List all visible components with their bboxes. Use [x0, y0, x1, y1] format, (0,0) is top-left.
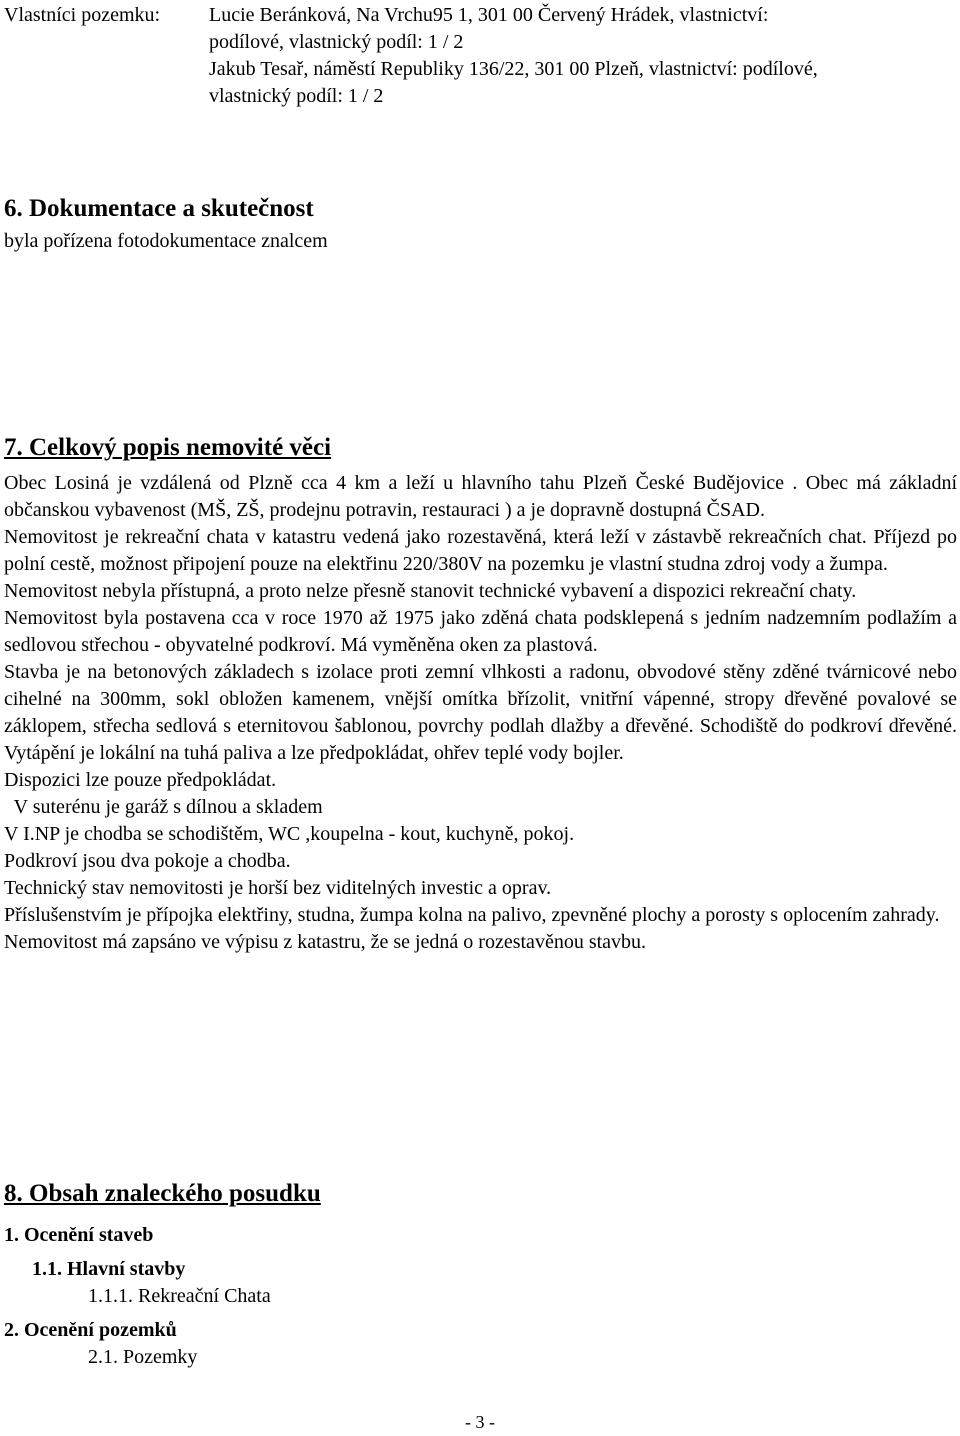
- section-7-title: 7. Celkový popis nemovité věci: [4, 434, 332, 461]
- page-number: - 3 -: [465, 1412, 495, 1432]
- toc-item: 1. Ocenění staveb: [4, 1224, 154, 1246]
- paragraph: Nemovitost je rekreační chata v katastru vedená jako rozestavěná, která leží v zástavbě rekreačních chat. Příjezd po polní cestě, možnost připojení pouze na elektřinu 220/380V na pozemku je vlastní studna zdroj vody a žumpa.: [4, 526, 957, 575]
- toc-item: 2. Ocenění pozemků: [4, 1319, 177, 1341]
- toc-item: 1.1. Hlavní stavby: [32, 1258, 186, 1280]
- section-8: [4, 1178, 957, 1210]
- owners-line: Lucie Beránková, Na Vrchu95 1, 301 00 Červený Hrádek, vlastnictví:: [209, 4, 769, 26]
- paragraph: Nemovitost byla postavena cca v roce 1970 až 1975 jako zděná chata podsklepená s jedním nadzemním podlažím a sedlovou střechou - obyvatelné podkroví. Má vyměněna oken za plastová.: [4, 607, 957, 656]
- paragraph: Technický stav nemovitosti je horší bez viditelných investic a oprav.: [4, 877, 552, 899]
- owners-list: [209, 2, 954, 110]
- section-8-title: 8. Obsah znaleckého posudku: [4, 1180, 321, 1207]
- paragraph: Obec Losiná je vzdálená od Plzně cca 4 km a leží u hlavního tahu Plzeň České Budějovice . Obec má základní občanskou vybavenost (MŠ, ZŠ, prodejnu potravin, restauraci ) a je dopravně dostupná ČSAD.: [4, 472, 957, 521]
- paragraph: Podkroví jsou dva pokoje a chodba.: [4, 850, 291, 872]
- paragraph: Dispozici lze pouze předpokládat.: [4, 769, 277, 791]
- owners-line: Jakub Tesař, náměstí Republiky 136/22, 301 00 Plzeň, vlastnictví: podílové,: [209, 58, 818, 80]
- section-6-text: byla pořízena fotodokumentace znalcem: [4, 230, 328, 252]
- paragraph: Příslušenstvím je přípojka elektřiny, studna, žumpa kolna na palivo, zpevněné plochy a porosty s oplocením zahrady.: [4, 904, 940, 926]
- toc-item: 2.1. Pozemky: [88, 1346, 198, 1368]
- paragraph: Nemovitost má zapsáno ve výpisu z katastru, že se jedná o rozestavěnou stavbu.: [4, 931, 647, 953]
- paragraph: V I.NP je chodba se schodištěm, WC ,koupelna - kout, kuchyně, pokoj.: [4, 823, 575, 845]
- toc-item: 1.1.1. Rekreační Chata: [88, 1285, 271, 1307]
- paragraph: Stavba je na betonových základech s izolace proti zemní vlhkosti a radonu, obvodové stěny zděné tvárnicové nebo cihelné na 300mm, sokl obložen kamenem, vnější omítka břízolit, vnitřní vápenné, stropy dřevěné povalové se záklopem, střecha sedlová s eternitovou šablonou, povrchy podlah dlažby a dřevěné. Schodiště do podkroví dřevěné. Vytápění je lokální na tuhá paliva a lze předpokládat, ohřev teplé vody bojler.: [4, 661, 957, 764]
- section-6-title: 6. Dokumentace a skutečnost: [4, 195, 314, 222]
- section-7-body: [4, 470, 957, 956]
- paragraph: V suterénu je garáž s dílnou a skladem: [4, 796, 323, 818]
- owners-label: Vlastníci pozemku:: [4, 4, 161, 26]
- section-7: [4, 432, 957, 956]
- owners-line: podílové, vlastnický podíl: 1 / 2: [209, 31, 464, 53]
- paragraph: Nemovitost nebyla přístupná, a proto nelze přesně stanovit technické vybavení a dispozici rekreační chaty.: [4, 580, 857, 602]
- section-6: [4, 193, 957, 255]
- owners-line: vlastnický podíl: 1 / 2: [209, 85, 384, 107]
